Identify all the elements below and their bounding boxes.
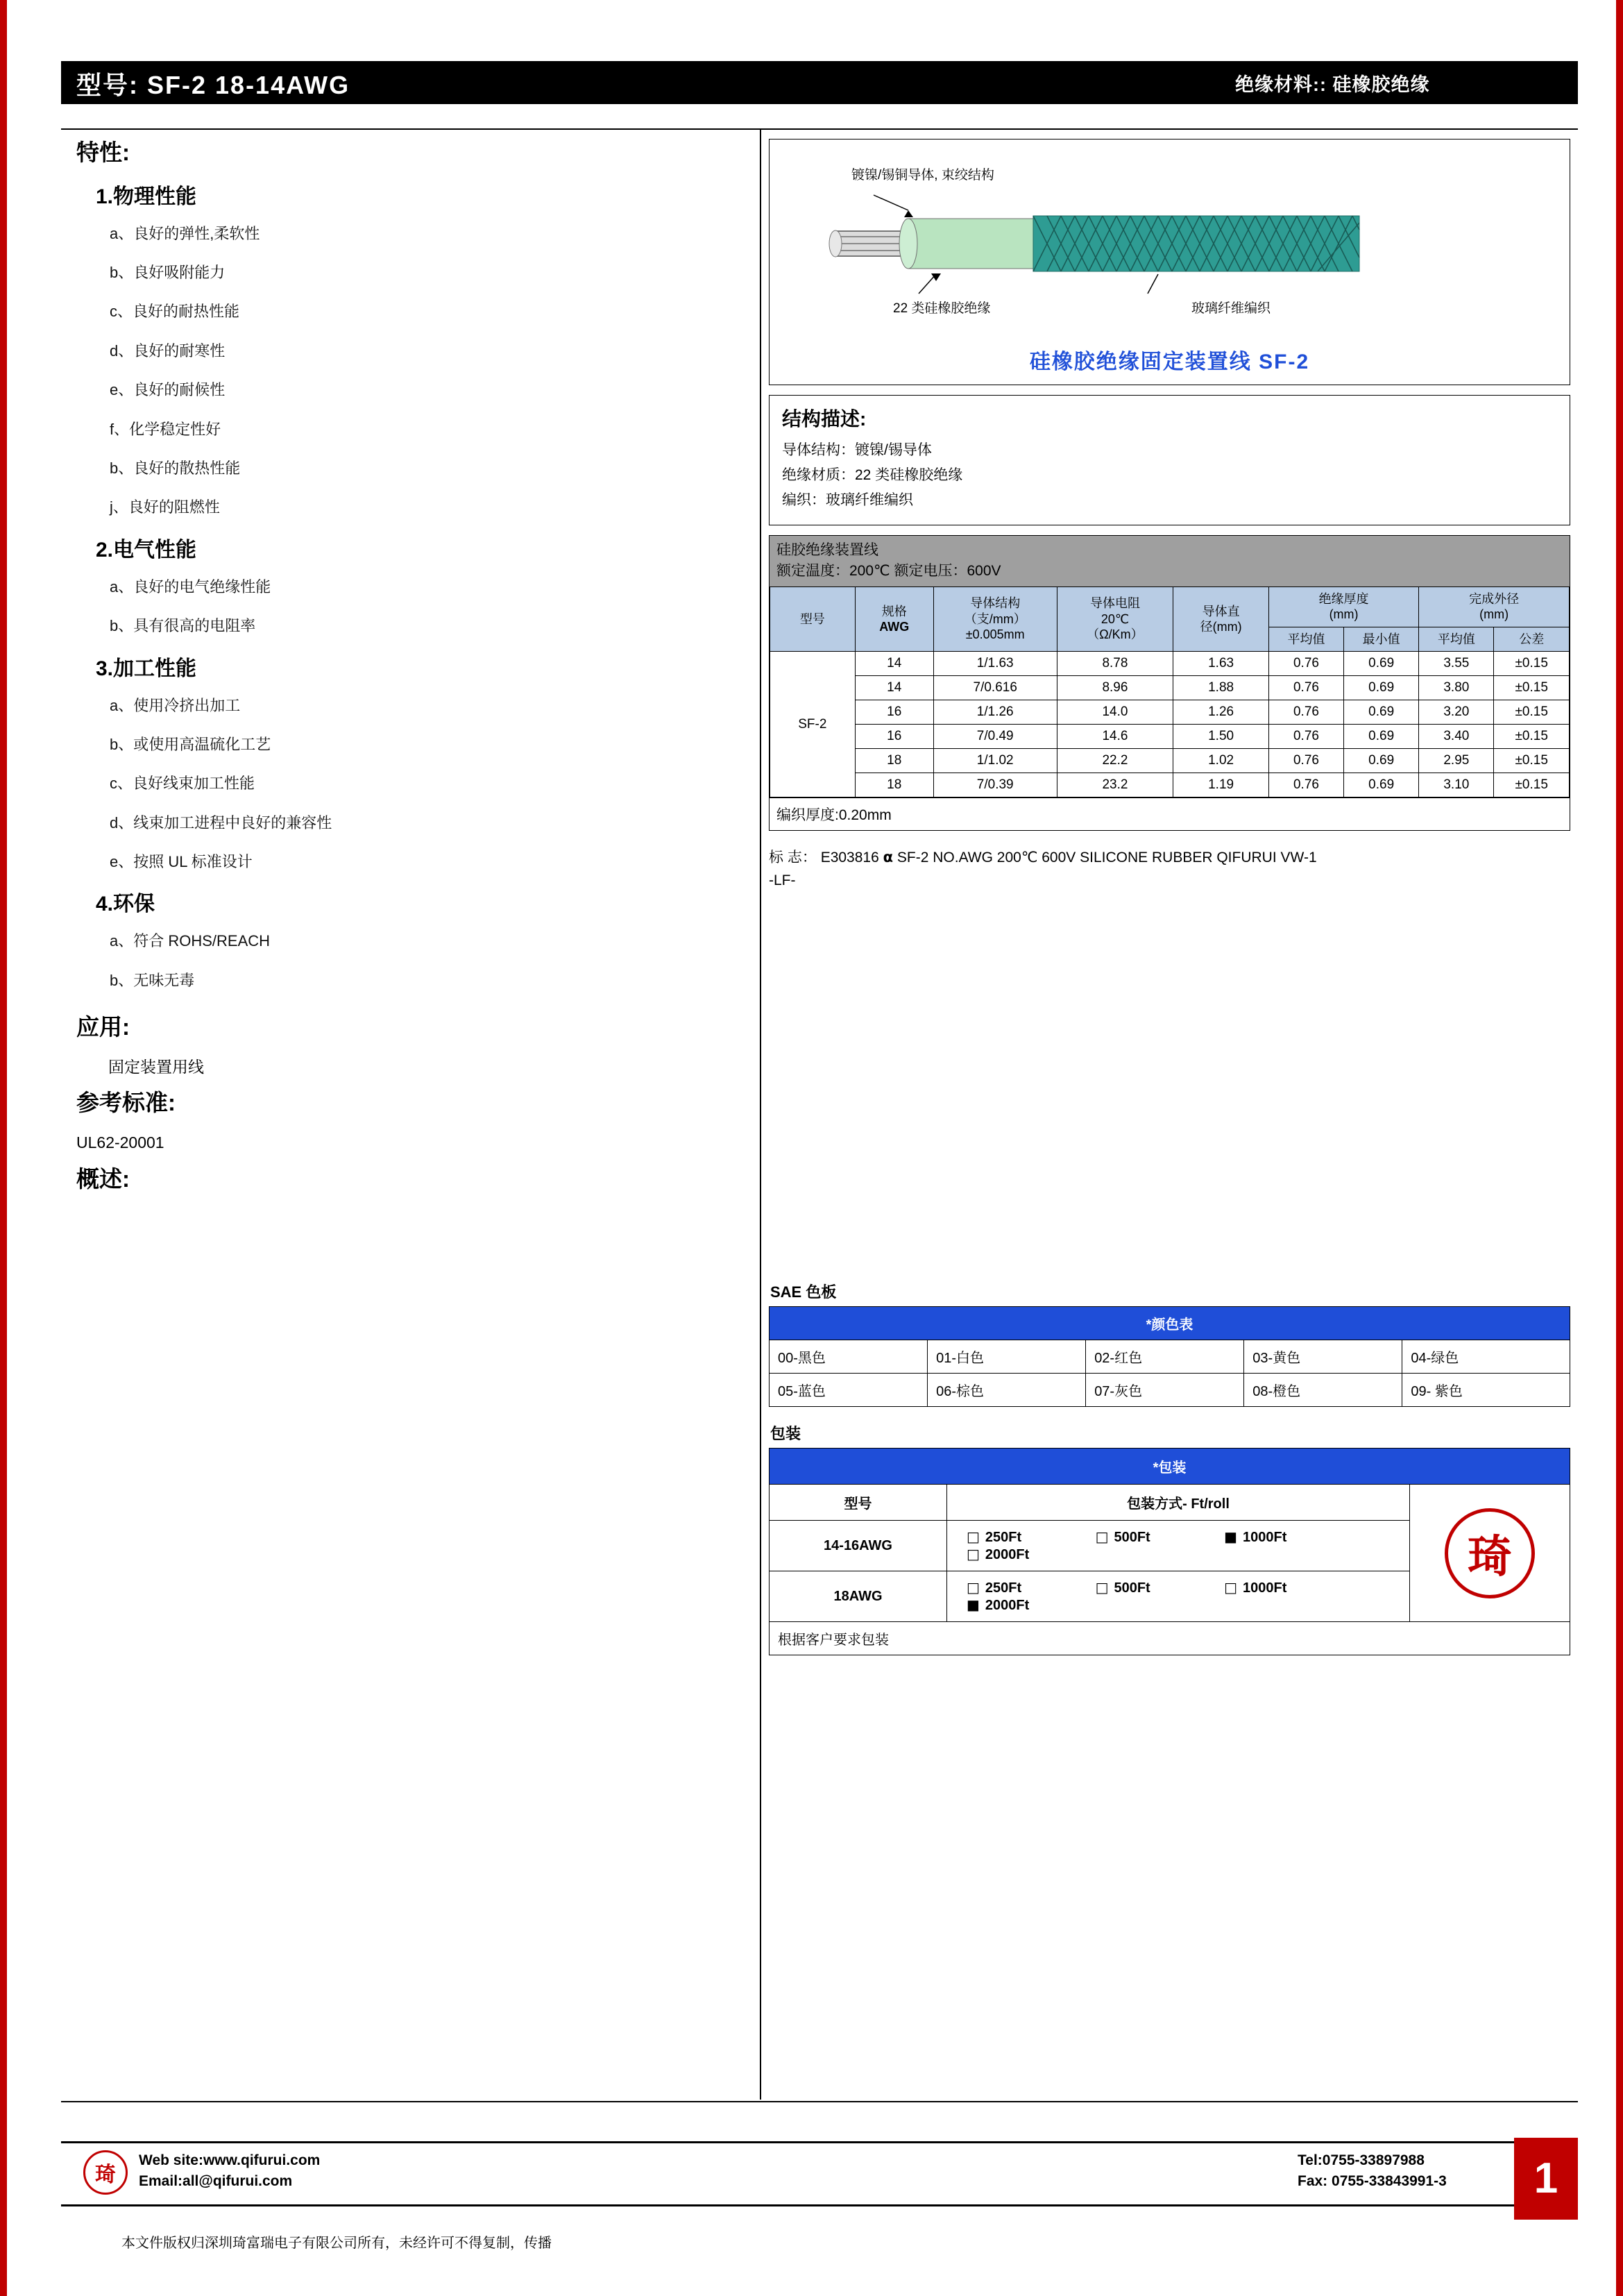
cell-model: SF-2 [770,652,856,797]
packing-option[interactable]: □ 500Ft [1095,1579,1150,1596]
spec-table [770,586,1570,798]
list-item: c、良好的耐热性能 [110,303,240,321]
checkbox-checked-icon[interactable]: ■ [967,1596,980,1614]
col-cs-l1: 导体结构 [970,596,1021,611]
table-row [770,676,1570,700]
section-physical-title: 1.物理性能 [96,185,197,208]
cell-ins-min: 0.69 [1344,700,1419,725]
col-resistance [1057,586,1173,652]
left-column [76,139,742,1209]
sae-color: 03-黄色 [1244,1340,1402,1374]
marking-text2: -LF- [769,872,796,888]
col-cs-l3: ±0.005mm [965,627,1025,642]
col-conductor-structure [933,586,1057,652]
col-ins-min: 最小值 [1344,627,1419,652]
list-item: f、化学稳定性好 [110,420,221,438]
spec-heading-line1: 硅胶绝缘装置线 [776,542,878,558]
cell-res: 8.96 [1057,676,1173,700]
cell-awg: 14 [855,676,933,700]
cable-drawing [770,189,1571,328]
list-item: b、良好的散热性能 [110,459,241,477]
cell-awg: 16 [855,700,933,725]
packing-option[interactable]: ■ 2000Ft [967,1596,1030,1614]
col-size-unit: AWG [879,620,910,634]
list-item: a、符合 ROHS/REACH [110,932,271,950]
packing-option[interactable]: □ 500Ft [1095,1528,1150,1546]
packing-options [947,1571,1410,1622]
cell-tol: ±0.15 [1494,773,1570,797]
list-item: c、良好线束加工性能 [110,775,255,793]
packing-option[interactable]: ■ 1000Ft [1224,1528,1287,1546]
copyright-text: 本文件版权归深圳琦富瑞电子有限公司所有，未经许可不得复制，传播 [121,2236,552,2251]
header-insulation: 绝缘材料:: 硅橡胶绝缘 [1235,74,1430,95]
col-od-label: 完成外径 [1469,591,1520,606]
cell-ins-min: 0.69 [1344,773,1419,797]
braid-thickness: 编织厚度:0.20mm [770,797,1570,830]
packing-option[interactable]: □ 250Ft [967,1579,1022,1596]
col-od-avg: 平均值 [1419,627,1494,652]
cell-tol: ±0.15 [1494,676,1570,700]
packing-title: 包装 [770,1425,801,1443]
marking-label: 标 志： [769,850,817,866]
cell-dia: 1.19 [1173,773,1269,797]
marking-code: E303816 [820,850,879,866]
cell-od: 2.95 [1419,749,1494,773]
cell-od: 3.80 [1419,676,1494,700]
list-item: b、具有很高的电阻率 [110,617,256,635]
cell-struct: 1/1.26 [933,700,1057,725]
checkbox-checked-icon[interactable]: ■ [1224,1528,1238,1546]
qifurui-logo-icon [83,2150,128,2195]
header-model [76,66,350,101]
list-item: a、良好的电气绝缘性能 [110,577,271,596]
cell-struct: 7/0.49 [933,725,1057,749]
sae-color: 04-绿色 [1402,1340,1570,1374]
col-res-l1: 导体电阻 [1089,596,1140,611]
list-item: d、良好的耐寒性 [110,341,226,360]
packing-note: 根据客户要求包装 [769,1622,1570,1655]
table-row [770,749,1570,773]
packing-header: *包装 [770,1449,1570,1485]
cell-res: 8.78 [1057,652,1173,676]
list-item: d、线束加工进程中良好的兼容性 [110,813,332,832]
cell-ins-min: 0.69 [1344,749,1419,773]
cell-dia: 1.50 [1173,725,1269,749]
cell-od: 3.40 [1419,725,1494,749]
sae-color: 08-橙色 [1244,1374,1402,1407]
cell-od: 3.10 [1419,773,1494,797]
sae-color: 00-黑色 [770,1340,928,1374]
list-item: b、或使用高温硫化工艺 [110,735,271,753]
sae-color: 06-棕色 [928,1374,1086,1407]
cell-tol: ±0.15 [1494,725,1570,749]
section-environment-title: 4.环保 [96,893,155,916]
cell-awg: 18 [855,749,933,773]
cable-title: 硅橡胶绝缘固定装置线 SF-2 [1029,351,1310,373]
col-res-l2: 20℃ [1101,611,1130,626]
footer-fax: Fax: 0755-33843991-3 [1298,2173,1447,2190]
footer-contact-right [1298,2150,1447,2193]
sae-color: 05-蓝色 [770,1374,928,1407]
sae-color: 02-红色 [1086,1340,1244,1374]
packing-row-model: 18AWG [770,1571,947,1622]
packing-option[interactable]: □ 2000Ft [967,1546,1030,1563]
checkbox-unchecked-icon[interactable]: □ [967,1528,980,1546]
cell-struct: 7/0.39 [933,773,1057,797]
list-item: b、无味无毒 [110,971,195,989]
application-text: 固定装置用线 [108,1057,204,1076]
col-size-label: 规格 [881,604,907,618]
right-column [769,139,1570,1655]
packing-row-model: 14-16AWG [770,1521,947,1571]
structure-title: 结构描述: [782,408,867,430]
cell-ins-avg: 0.76 [1268,773,1343,797]
packing-options [947,1521,1410,1571]
col-dia-l1: 导体直 [1202,604,1240,618]
sae-header: *颜色表 [770,1307,1570,1340]
list-item: b、良好吸附能力 [110,263,226,281]
cell-dia: 1.26 [1173,700,1269,725]
checkbox-unchecked-icon[interactable]: □ [967,1579,980,1596]
table-row [770,725,1570,749]
packing-option[interactable]: □ 1000Ft [1224,1579,1287,1596]
list-item: a、使用冷挤出加工 [110,696,241,714]
cell-res: 14.6 [1057,725,1173,749]
col-dia-l2: 径(mm) [1200,620,1242,634]
table-row [770,1340,1570,1374]
marking-line [769,846,1570,892]
footer-tel: Tel:0755-33897988 [1298,2152,1425,2168]
structure-line: 绝缘材质：22 类硅橡胶绝缘 [782,467,963,483]
cell-res: 14.0 [1057,700,1173,725]
cable-illustration [769,139,1570,385]
list-item: j、良好的阻燃性 [110,498,220,516]
cell-ins-min: 0.69 [1344,676,1419,700]
table-row [770,652,1570,676]
cell-ins-avg: 0.76 [1268,676,1343,700]
cell-tol: ±0.15 [1494,700,1570,725]
checkbox-unchecked-icon[interactable]: □ [1095,1528,1109,1546]
cell-awg: 18 [855,773,933,797]
col-cs-l2: （支/mm） [964,611,1026,626]
cable-label-insulation: 22 类硅橡胶绝缘 [893,301,991,316]
cell-ins-min: 0.69 [1344,652,1419,676]
cell-res: 23.2 [1057,773,1173,797]
cell-ins-avg: 0.76 [1268,725,1343,749]
sae-color: 09- 紫色 [1402,1374,1570,1407]
checkbox-unchecked-icon[interactable]: □ [967,1546,980,1563]
sae-color: 01-白色 [928,1340,1086,1374]
col-ins-unit: (mm) [1329,607,1359,622]
cell-tol: ±0.15 [1494,749,1570,773]
sae-color: 07-灰色 [1086,1374,1244,1407]
cell-awg: 16 [855,725,933,749]
cell-ins-avg: 0.76 [1268,652,1343,676]
structure-box [769,395,1570,525]
table-row [770,1485,1570,1521]
header-model-label: 型号: [76,71,139,99]
col-od-tol: 公差 [1494,627,1570,652]
col-ins-thickness [1268,586,1418,627]
footer-logo [83,2150,128,2198]
spec-table-wrapper [769,535,1570,831]
checkbox-unchecked-icon[interactable]: □ [1224,1579,1238,1596]
company-logo [1410,1485,1570,1622]
table-row [770,700,1570,725]
application-title: 应用: [76,1014,130,1040]
cable-label-conductor: 镀镍/锡铜导体, 束绞结构 [851,168,994,183]
col-od-unit: (mm) [1479,607,1509,622]
sae-title: SAE 色板 [770,1283,837,1301]
cell-od: 3.55 [1419,652,1494,676]
cell-ins-avg: 0.76 [1268,749,1343,773]
packing-col-model: 型号 [770,1485,947,1521]
marking-text: SF-2 NO.AWG 200℃ 600V SILICONE RUBBER QIFURUI VW-1 [897,850,1317,866]
packing-option[interactable]: □ 250Ft [967,1528,1022,1546]
cell-tol: ±0.15 [1494,652,1570,676]
col-diameter [1173,586,1269,652]
col-ins-avg: 平均值 [1268,627,1343,652]
sae-table [769,1306,1570,1407]
footer-email[interactable]: Email:all@qifurui.com [139,2173,293,2190]
list-item: a、良好的弹性,柔软性 [110,224,260,242]
structure-line: 导体结构：镀镍/锡导体 [782,442,932,458]
page-number: 1 [1514,2138,1578,2220]
col-ins-label: 绝缘厚度 [1318,591,1369,606]
cell-ins-min: 0.69 [1344,725,1419,749]
section-electrical-title: 2.电气性能 [96,538,197,562]
cell-res: 22.2 [1057,749,1173,773]
cell-dia: 1.63 [1173,652,1269,676]
table-row [770,1374,1570,1407]
footer-website[interactable]: Web site:www.qifurui.com [139,2152,321,2168]
cell-awg: 14 [855,652,933,676]
col-outer-dia [1419,586,1570,627]
column-divider [760,128,761,2100]
cell-ins-avg: 0.76 [1268,700,1343,725]
col-model: 型号 [770,586,856,652]
ul-logo-icon: ⍺ [883,849,894,866]
section-processing-title: 3.加工性能 [96,657,197,680]
col-res-l3: （Ω/Km） [1087,627,1144,642]
list-item: e、按照 UL 标准设计 [110,853,253,871]
spec-heading-line2: 额定温度：200℃ 额定电压：600V [776,563,1001,580]
standard-text: UL62-20001 [76,1133,164,1152]
checkbox-unchecked-icon[interactable]: □ [1095,1579,1109,1596]
cell-dia: 1.02 [1173,749,1269,773]
qifurui-logo-icon [1445,1508,1535,1598]
overview-title: 概述: [76,1165,130,1192]
features-title: 特性: [76,140,130,165]
cell-struct: 1/1.63 [933,652,1057,676]
table-row [770,773,1570,797]
col-size [855,586,933,652]
packing-table [769,1448,1570,1622]
cell-struct: 7/0.616 [933,676,1057,700]
spec-table-heading [770,536,1570,586]
cable-label-braid: 玻璃纤维编织 [1191,301,1271,316]
cell-struct: 1/1.02 [933,749,1057,773]
list-item: e、良好的耐候性 [110,381,226,399]
header-model-value: SF-2 18-14AWG [147,71,350,99]
footer-contact-left [139,2150,320,2193]
cell-od: 3.20 [1419,700,1494,725]
standard-title: 参考标准: [76,1090,176,1116]
structure-line: 编织：玻璃纤维编织 [782,492,913,508]
packing-col-way: 包装方式- Ft/roll [947,1485,1410,1521]
cell-dia: 1.88 [1173,676,1269,700]
